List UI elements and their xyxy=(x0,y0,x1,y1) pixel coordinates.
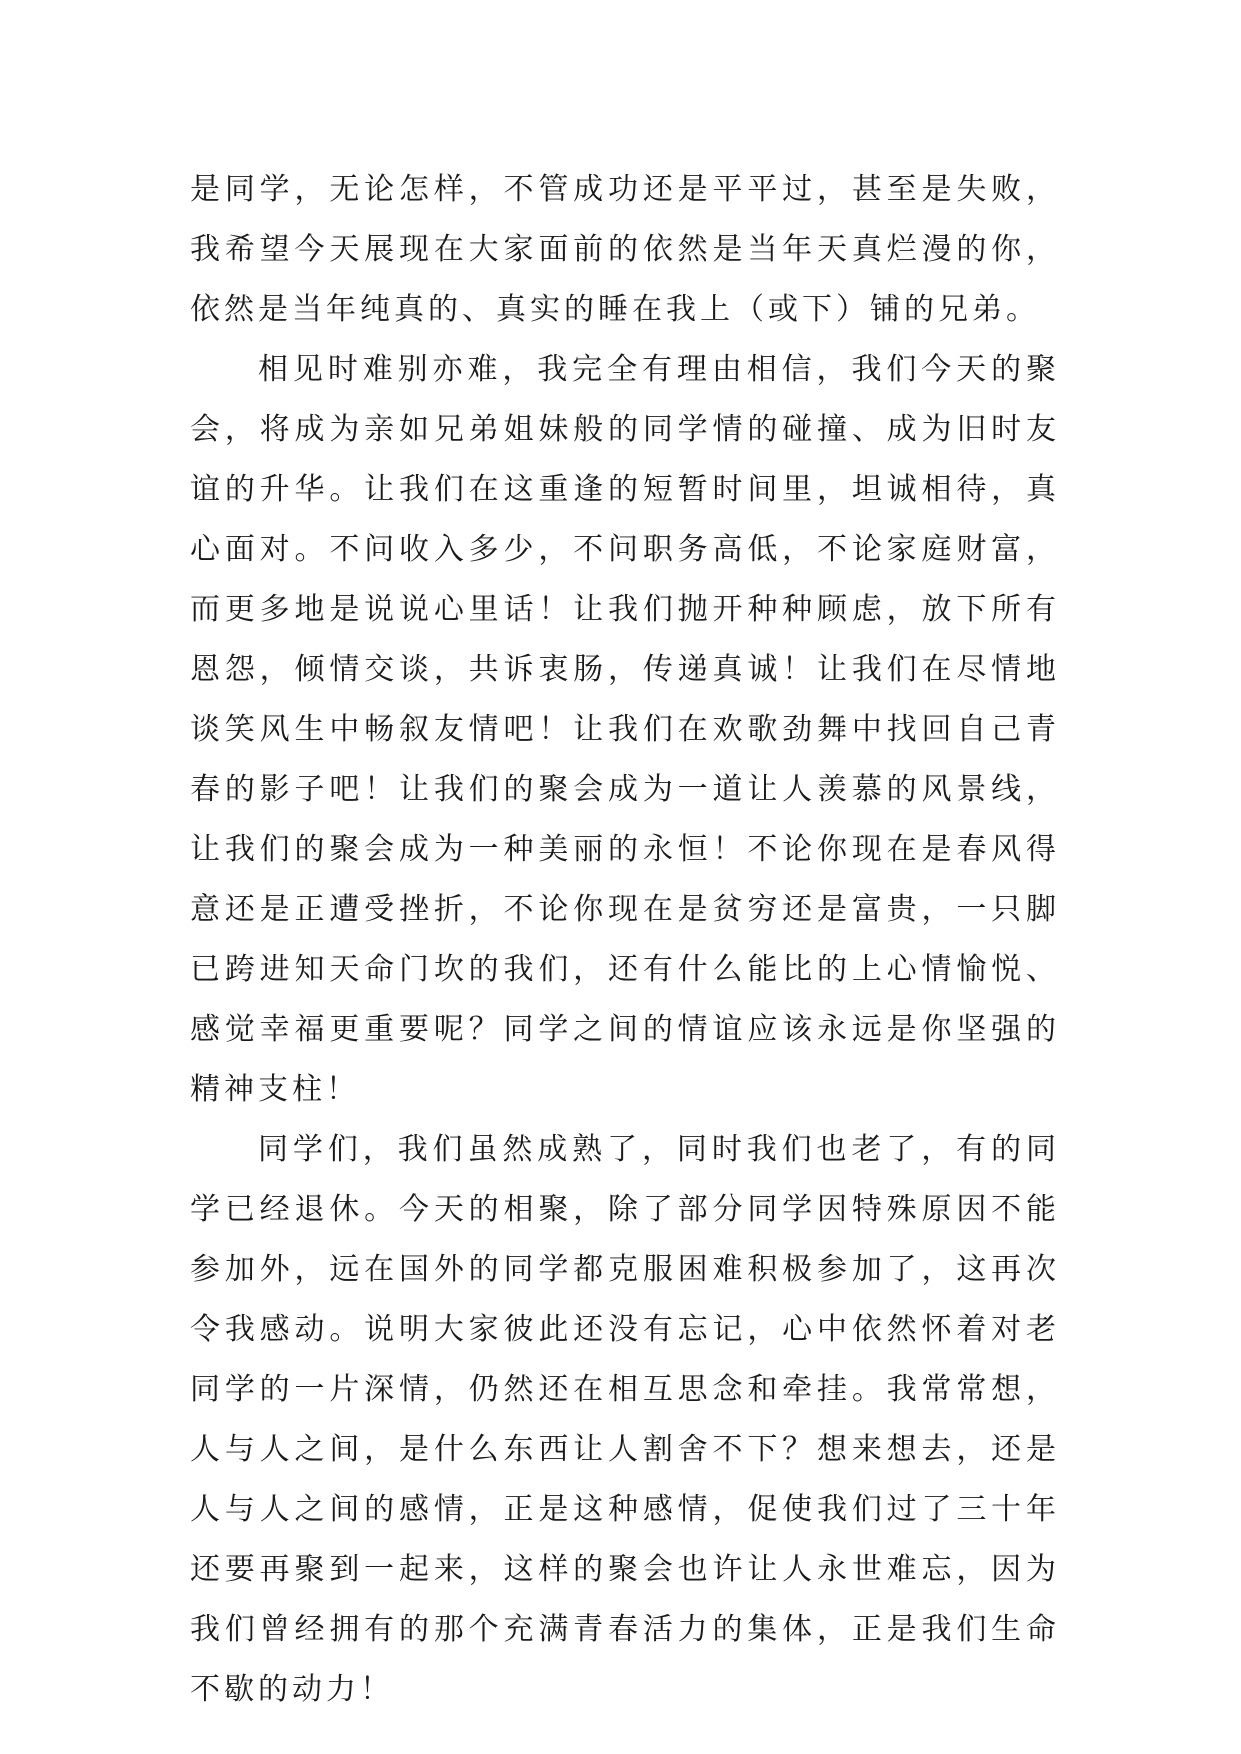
document-body xyxy=(190,160,1060,1720)
paragraph-3: 同学们，我们虽然成熟了，同时我们也老了，有的同学已经退休。今天的相聚，除了部分同学因特殊原因不能参加外，远在国外的同学都克服困难积极参加了，这再次令我感动。说明大家彼此还没有忘记，心中依然怀着对老同学的一片深情，仍然还在相互思念和牵挂。我常常想，人与人之间，是什么东西让人割舍不下？想来想去，还是人与人之间的感情，正是这种感情，促使我们过了三十年还要再聚到一起来，这样的聚会也许让人永世难忘，因为我们曾经拥有的那个充满青春活力的集体，正是我们生命不歇的动力！ xyxy=(190,1132,1060,1707)
paragraph-1: 是同学，无论怎样，不管成功还是平平过，甚至是失败，我希望今天展现在大家面前的依然是当年天真烂漫的你，依然是当年纯真的、真实的睡在我上（或下）铺的兄弟。 xyxy=(190,172,1060,327)
paragraph-2: 相见时难别亦难，我完全有理由相信，我们今天的聚会，将成为亲如兄弟姐妹般的同学情的碰撞、成为旧时友谊的升华。让我们在这重逢的短暂时间里，坦诚相待，真心面对。不问收入多少，不问职务高低，不论家庭财富，而更多地是说说心里话！让我们抛开种种顾虑，放下所有恩怨，倾情交谈，共诉衷肠，传递真诚！让我们在尽情地谈笑风生中畅叙友情吧！让我们在欢歌劲舞中找回自己青春的影子吧！让我们的聚会成为一道让人羡慕的风景线，让我们的聚会成为一种美丽的永恒！不论你现在是春风得意还是正遭受挫折，不论你现在是贫穷还是富贵，一只脚已跨进知天命门坎的我们，还有什么能比的上心情愉悦、感觉幸福更重要呢？同学之间的情谊应该永远是你坚强的精神支柱！ xyxy=(190,352,1060,1107)
